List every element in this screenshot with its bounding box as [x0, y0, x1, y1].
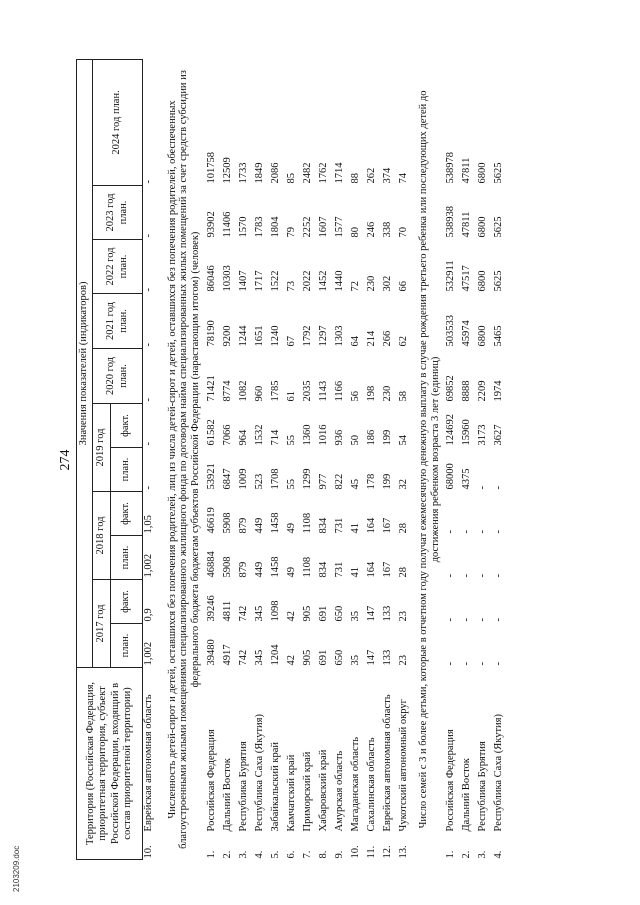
value-cell: 532911	[445, 260, 457, 292]
value-cell: 72	[349, 280, 361, 292]
table-row	[318, 59, 334, 859]
value-cell: 47811	[461, 211, 473, 238]
value-cell: 54	[397, 434, 409, 446]
value-cell: -	[143, 287, 154, 292]
row-index: 9.	[333, 850, 345, 859]
value-cell: 35	[349, 654, 361, 666]
value-cell: 1,002	[143, 553, 154, 578]
value-cell: -	[461, 573, 473, 578]
value-cell: -	[461, 661, 473, 666]
value-cell: 2022	[301, 270, 313, 292]
value-cell: 1143	[317, 380, 329, 402]
value-cell: 1,002	[143, 641, 154, 666]
value-cell: 178	[365, 473, 377, 490]
value-cell: 3627	[493, 424, 505, 446]
row-index: 4.	[493, 850, 505, 859]
value-cell: 86046	[205, 265, 217, 292]
table-row	[302, 59, 318, 859]
value-cell: 56	[349, 390, 361, 402]
value-cell: 2482	[301, 162, 313, 184]
value-cell: 2086	[269, 162, 281, 184]
table-row	[366, 59, 382, 859]
value-cell: 67	[285, 335, 297, 347]
value-cell: 1570	[237, 216, 249, 238]
value-cell: 78190	[205, 320, 217, 347]
value-cell: 262	[365, 167, 377, 184]
value-cell: 691	[317, 605, 329, 622]
table-row	[445, 59, 461, 859]
territory-cell: Сахалинская область	[365, 737, 377, 832]
value-cell: -	[477, 661, 489, 666]
value-cell: 523	[253, 473, 265, 490]
value-cell: 5625	[493, 270, 505, 292]
value-cell: 8888	[461, 380, 473, 402]
value-cell: 1108	[301, 512, 313, 534]
value-cell: 834	[317, 561, 329, 578]
table-row	[477, 59, 493, 859]
value-cell: 6800	[477, 162, 489, 184]
value-cell: 23	[397, 610, 409, 622]
year-2019-header: 2019 год	[93, 403, 111, 491]
territory-column-header: Территория (Российская Федерация, приоритетная территория, субъект Российской Федерации, входящий в состав приоритетной территории)	[77, 667, 143, 859]
value-cell: 1303	[333, 325, 345, 347]
value-cell: 7066	[221, 424, 233, 446]
territory-cell: Магаданская область	[349, 736, 361, 832]
value-cell: 47811	[461, 157, 473, 184]
value-cell: 46884	[205, 551, 217, 578]
value-cell: 6800	[477, 216, 489, 238]
value-cell: 133	[381, 605, 393, 622]
value-cell: 3173	[477, 424, 489, 446]
table-row	[382, 59, 398, 859]
value-cell: 9200	[221, 325, 233, 347]
value-cell: 214	[365, 330, 377, 347]
year-2024-header: 2024 год план.	[93, 59, 143, 185]
row-index: 13.	[397, 845, 409, 859]
plan-2018-header: план.	[111, 535, 143, 579]
value-cell: 338	[381, 221, 393, 238]
value-cell: 936	[333, 429, 345, 446]
value-cell: 28	[397, 522, 409, 534]
value-cell: 2252	[301, 216, 313, 238]
value-cell: 198	[365, 385, 377, 402]
value-cell: 55	[285, 478, 297, 490]
value-cell: 503533	[445, 314, 457, 347]
value-cell: 879	[237, 517, 249, 534]
value-cell: 45	[349, 478, 361, 490]
value-cell: 1532	[253, 424, 265, 446]
value-cell: 61582	[205, 419, 217, 446]
territory-cell: Республика Бурятия	[477, 741, 489, 832]
value-cell: 186	[365, 429, 377, 446]
value-cell: 1098	[269, 600, 281, 622]
value-cell: -	[445, 617, 457, 622]
value-cell: 977	[317, 473, 329, 490]
value-cell: -	[143, 179, 154, 184]
document-code-margin	[0, 0, 25, 905]
rotated-page-content	[54, 60, 620, 860]
value-cell: 58	[397, 390, 409, 402]
table-row	[206, 59, 222, 859]
territory-cell: Еврейская автономная область	[381, 694, 393, 832]
section-1-title: Численность детей-сирот и детей, оставшихся без попечения родителей, лиц из числа детей-сирот и детей, оставшихся без попечения родителей, обеспеченных благоустроенными жилыми помещениями специализированного жилищного фонда по договорам найма специализированных жилых помещений за счет средств субсидии из федерального бюджета бюджетам субъектов Российской Федерации (нарастающим итогом) (человек)	[166, 70, 201, 849]
page-number: 274	[58, 449, 73, 471]
value-cell: 101758	[205, 151, 217, 184]
indicators-header: Значения показателей (индикаторов)	[77, 59, 93, 667]
value-cell: -	[477, 485, 489, 490]
value-cell: 1360	[301, 424, 313, 446]
value-cell: 1244	[237, 325, 249, 347]
value-cell: 731	[333, 517, 345, 534]
value-cell: -	[461, 617, 473, 622]
value-cell: 449	[253, 561, 265, 578]
value-cell: 1849	[253, 162, 265, 184]
row-index: 10.	[143, 845, 154, 859]
value-cell: 49	[285, 566, 297, 578]
territory-cell: Республика Саха (Якутия)	[253, 714, 265, 832]
row-index: 3.	[237, 850, 249, 859]
row-index: 2.	[221, 850, 233, 859]
value-cell: 374	[381, 167, 393, 184]
value-cell: 650	[333, 649, 345, 666]
value-cell: 1762	[317, 162, 329, 184]
value-cell: 12509	[221, 157, 233, 184]
value-cell: -	[143, 342, 154, 347]
row-index: 3.	[477, 850, 489, 859]
value-cell: 1717	[253, 270, 265, 292]
value-cell: 650	[333, 605, 345, 622]
value-cell: 88	[349, 172, 361, 184]
territory-cell: Амурская область	[333, 750, 345, 832]
value-cell: 1522	[269, 270, 281, 292]
value-cell: 32	[397, 478, 409, 490]
value-cell: 1452	[317, 270, 329, 292]
territory-cell: Чукотский автономный округ	[397, 699, 409, 832]
value-cell: -	[493, 485, 505, 490]
value-cell: 905	[301, 649, 313, 666]
value-cell: 4375	[461, 468, 473, 490]
value-cell: -	[461, 529, 473, 534]
value-cell: 449	[253, 517, 265, 534]
section-2-title: Число семей с 3 и более детьми, которые в отчетном году получат ежемесячную денежную выплату в случае рождения третьего ребенка или последующих детей до достижения ребенком возраста 3 лет (единиц)	[417, 90, 441, 829]
value-cell: 73	[285, 280, 297, 292]
value-cell: 35	[349, 610, 361, 622]
table-row	[143, 59, 163, 859]
value-cell: -	[445, 529, 457, 534]
value-cell: 8774	[221, 380, 233, 402]
table-row	[222, 59, 238, 859]
value-cell: 68000	[445, 463, 457, 490]
value-cell: 2035	[301, 380, 313, 402]
value-cell: 960	[253, 385, 265, 402]
territory-cell: Дальний Восток	[461, 758, 473, 832]
value-cell: 70	[397, 226, 409, 238]
value-cell: 80	[349, 226, 361, 238]
row-index: 1.	[205, 850, 217, 859]
table-body	[143, 59, 510, 859]
table-row	[270, 59, 286, 859]
value-cell: 6800	[477, 270, 489, 292]
value-cell: 5625	[493, 216, 505, 238]
value-cell: 199	[381, 429, 393, 446]
value-cell: -	[477, 617, 489, 622]
row-index: 7.	[301, 850, 313, 859]
value-cell: 49	[285, 522, 297, 534]
year-2017-header: 2017 год	[93, 579, 111, 667]
value-cell: 1009	[237, 468, 249, 490]
territory-cell: Забайкальский край	[269, 741, 281, 832]
territory-cell: Дальний Восток	[221, 758, 233, 832]
value-cell: 62	[397, 335, 409, 347]
value-cell: 167	[381, 561, 393, 578]
value-cell: 1299	[301, 468, 313, 490]
row-index: 6.	[285, 850, 297, 859]
value-cell: 11406	[221, 211, 233, 238]
value-cell: 905	[301, 605, 313, 622]
value-cell: 230	[381, 385, 393, 402]
value-cell: 50	[349, 434, 361, 446]
value-cell: 822	[333, 473, 345, 490]
value-cell: -	[445, 573, 457, 578]
value-cell: -	[143, 485, 154, 490]
value-cell: 15960	[461, 419, 473, 446]
value-cell: 1,05	[143, 515, 154, 534]
territory-cell: Еврейская автономная область	[143, 694, 154, 832]
value-cell: 41	[349, 522, 361, 534]
fact-2019-header: факт.	[111, 403, 143, 447]
value-cell: -	[493, 529, 505, 534]
value-cell: 1407	[237, 270, 249, 292]
territory-cell: Российская Федерация	[205, 729, 217, 832]
value-cell: 1577	[333, 216, 345, 238]
value-cell: 45974	[461, 320, 473, 347]
value-cell: 0,9	[143, 608, 154, 622]
value-cell: -	[493, 573, 505, 578]
value-cell: 1440	[333, 270, 345, 292]
value-cell: 28	[397, 566, 409, 578]
fact-2018-header: факт.	[111, 491, 143, 535]
value-cell: 124692	[445, 413, 457, 446]
territory-cell: Российская Федерация	[445, 729, 457, 832]
value-cell: 230	[365, 275, 377, 292]
territory-cell: Приморский край	[301, 751, 313, 832]
table-row	[461, 59, 477, 859]
value-cell: 1204	[269, 644, 281, 666]
table-row	[238, 59, 254, 859]
value-cell: 85	[285, 172, 297, 184]
value-cell: 71421	[205, 375, 217, 402]
value-cell: 53921	[205, 463, 217, 490]
value-cell: 5625	[493, 162, 505, 184]
value-cell: 1108	[301, 556, 313, 578]
table-row	[350, 59, 366, 859]
value-cell: 1974	[493, 380, 505, 402]
value-cell: 1733	[237, 162, 249, 184]
table-row	[286, 59, 302, 859]
value-cell: 5465	[493, 325, 505, 347]
year-2020-header: 2020 год план.	[93, 348, 143, 403]
value-cell: 10303	[221, 265, 233, 292]
value-cell: 79	[285, 226, 297, 238]
value-cell: 47517	[461, 265, 473, 292]
value-cell: 39246	[205, 595, 217, 622]
value-cell: 1792	[301, 325, 313, 347]
value-cell: 46619	[205, 507, 217, 534]
table-row	[398, 59, 414, 859]
value-cell: 1785	[269, 380, 281, 402]
value-cell: 42	[285, 610, 297, 622]
value-cell: 23	[397, 654, 409, 666]
value-cell: 1714	[333, 162, 345, 184]
document-code: 2103209.doc	[12, 845, 21, 892]
plan-2019-header: план.	[111, 447, 143, 491]
value-cell: 742	[237, 605, 249, 622]
indicators-table	[76, 59, 509, 860]
value-cell: 66	[397, 280, 409, 292]
row-index: 4.	[253, 850, 265, 859]
row-index: 11.	[365, 845, 377, 859]
value-cell: 1082	[237, 380, 249, 402]
value-cell: 6800	[477, 325, 489, 347]
territory-cell: Республика Бурятия	[237, 741, 249, 832]
year-2018-header: 2018 год	[93, 491, 111, 579]
value-cell: 1458	[269, 512, 281, 534]
year-2022-header: 2022 год план.	[93, 239, 143, 293]
row-index: 1.	[445, 850, 457, 859]
value-cell: 199	[381, 473, 393, 490]
value-cell: 164	[365, 517, 377, 534]
value-cell: 1016	[317, 424, 329, 446]
value-cell: 302	[381, 275, 393, 292]
value-cell: 6847	[221, 468, 233, 490]
value-cell: 4917	[221, 644, 233, 666]
value-cell: -	[143, 397, 154, 402]
value-cell: 4811	[221, 600, 233, 622]
year-2021-header: 2021 год план.	[93, 293, 143, 348]
value-cell: 246	[365, 221, 377, 238]
row-index: 10.	[349, 845, 361, 859]
value-cell: 742	[237, 649, 249, 666]
value-cell: 2209	[477, 380, 489, 402]
value-cell: -	[143, 441, 154, 446]
value-cell: 731	[333, 561, 345, 578]
value-cell: 538978	[445, 151, 457, 184]
value-cell: 64	[349, 335, 361, 347]
value-cell: 1804	[269, 216, 281, 238]
value-cell: 133	[381, 649, 393, 666]
value-cell: 147	[365, 649, 377, 666]
row-index: 2.	[461, 850, 473, 859]
value-cell: 1651	[253, 325, 265, 347]
value-cell: 164	[365, 561, 377, 578]
value-cell: -	[493, 617, 505, 622]
value-cell: 345	[253, 649, 265, 666]
table-row	[493, 59, 509, 859]
value-cell: 1240	[269, 325, 281, 347]
value-cell: 39480	[205, 639, 217, 666]
value-cell: 41	[349, 566, 361, 578]
fact-2017-header: факт.	[111, 579, 143, 623]
section-1-row	[163, 59, 206, 859]
value-cell: -	[143, 233, 154, 238]
value-cell: 1607	[317, 216, 329, 238]
value-cell: -	[493, 661, 505, 666]
value-cell: 714	[269, 429, 281, 446]
value-cell: 61	[285, 390, 297, 402]
territory-cell: Хабаровский край	[317, 749, 329, 832]
section-2-row	[414, 59, 446, 859]
value-cell: 167	[381, 517, 393, 534]
value-cell: -	[477, 573, 489, 578]
value-cell: 345	[253, 605, 265, 622]
plan-2017-header: план.	[111, 623, 143, 667]
value-cell: 1783	[253, 216, 265, 238]
value-cell: -	[477, 529, 489, 534]
year-2023-header: 2023 год план.	[93, 185, 143, 239]
value-cell: -	[445, 661, 457, 666]
value-cell: 42	[285, 654, 297, 666]
value-cell: 5908	[221, 512, 233, 534]
table-row	[254, 59, 270, 859]
row-index: 5.	[269, 850, 281, 859]
value-cell: 834	[317, 517, 329, 534]
value-cell: 69852	[445, 375, 457, 402]
territory-cell: Камчатский край	[285, 754, 297, 832]
value-cell: 93902	[205, 211, 217, 238]
value-cell: 5908	[221, 556, 233, 578]
value-cell: 74	[397, 172, 409, 184]
table-row	[334, 59, 350, 859]
value-cell: 1458	[269, 556, 281, 578]
row-index: 12.	[381, 845, 393, 859]
value-cell: 964	[237, 429, 249, 446]
territory-cell: Республика Саха (Якутия)	[493, 714, 505, 832]
value-cell: 266	[381, 330, 393, 347]
value-cell: 147	[365, 605, 377, 622]
row-index: 8.	[317, 850, 329, 859]
value-cell: 1297	[317, 325, 329, 347]
value-cell: 55	[285, 434, 297, 446]
value-cell: 1166	[333, 380, 345, 402]
value-cell: 1708	[269, 468, 281, 490]
value-cell: 691	[317, 649, 329, 666]
value-cell: 538938	[445, 205, 457, 238]
value-cell: 879	[237, 561, 249, 578]
